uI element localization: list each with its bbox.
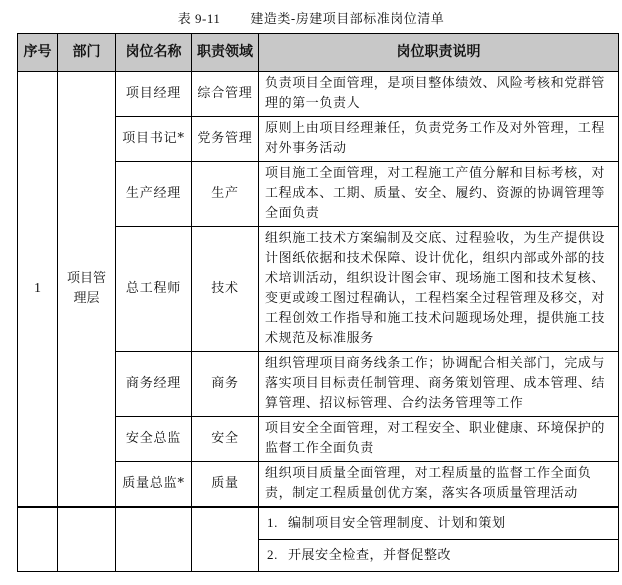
header-field: 职责领域 xyxy=(192,34,259,72)
duty-list-item: 2. 开展安全检查，并督促整改 xyxy=(259,540,619,572)
duty-field: 技术 xyxy=(192,227,259,352)
header-seq: 序号 xyxy=(18,34,58,72)
duty-description: 组织管理项目商务线条工作；协调配合相关部门，完成与落实项目目标责任制管理、商务策划管理、成本管理、结算管理、招议标管理、合约法务管理等工作 xyxy=(259,352,619,417)
header-post: 岗位名称 xyxy=(116,34,192,72)
duty-description: 项目安全全面管理，对工程安全、职业健康、环境保护的监督工作全面负责 xyxy=(259,417,619,462)
header-row xyxy=(18,34,619,72)
post-name: 总工程师 xyxy=(116,227,192,352)
post-name: 生产经理 xyxy=(116,162,192,227)
duty-description: 负责项目全面管理，是项目整体绩效、风险考核和党群管理的第一负责人 xyxy=(259,72,619,117)
dept-cell-empty xyxy=(58,507,116,572)
header-dept: 部门 xyxy=(58,34,116,72)
post-name: 项目经理 xyxy=(116,72,192,117)
duty-field: 综合管理 xyxy=(192,72,259,117)
duty-field: 安全 xyxy=(192,417,259,462)
duty-field: 党务管理 xyxy=(192,117,259,162)
post-name: 商务经理 xyxy=(116,352,192,417)
duty-field: 生产 xyxy=(192,162,259,227)
table-caption xyxy=(0,8,622,27)
post-list-table xyxy=(17,33,619,572)
post-cell-empty xyxy=(116,507,192,572)
duty-field: 质量 xyxy=(192,462,259,508)
table-row xyxy=(18,507,619,540)
header-duty: 岗位职责说明 xyxy=(259,34,619,72)
post-name: 项目书记* xyxy=(116,117,192,162)
duty-field: 商务 xyxy=(192,352,259,417)
table-title: 建造类-房建项目部标准岗位清单 xyxy=(250,12,445,27)
duty-description: 组织项目质量全面管理，对工程质量的监督工作全面负责，制定工程质量创优方案，落实各项质量管理活动 xyxy=(259,462,619,508)
duty-description: 组织施工技术方案编制及交底、过程验收，为生产提供设计图纸依据和技术保障、设计优化，组织内部或外部的技术培训活动，组织设计图会审、现场施工图和技术复核、变更或竣工图过程确认，工程档案全过程管理及移交，对工程创效工作指导和施工技术问题现场处理，提供施工技术规范及标准服务 xyxy=(259,227,619,352)
post-name: 质量总监* xyxy=(116,462,192,508)
duty-list-item: 1. 编制项目安全管理制度、计划和策划 xyxy=(259,507,619,540)
dept-cell: 项目管理层 xyxy=(58,72,116,508)
duty-description: 原则上由项目经理兼任，负责党务工作及对外管理，工程对外事务活动 xyxy=(259,117,619,162)
duty-description: 项目施工全面管理，对工程施工产值分解和目标考核，对工程成本、工期、质量、安全、履约、资源的协调管理等全面负责 xyxy=(259,162,619,227)
post-name: 安全总监 xyxy=(116,417,192,462)
seq-cell-empty xyxy=(18,507,58,572)
field-cell-empty xyxy=(192,507,259,572)
seq-cell: 1 xyxy=(18,72,58,508)
table-row xyxy=(18,72,619,117)
table-number: 表 9-11 xyxy=(177,11,221,26)
